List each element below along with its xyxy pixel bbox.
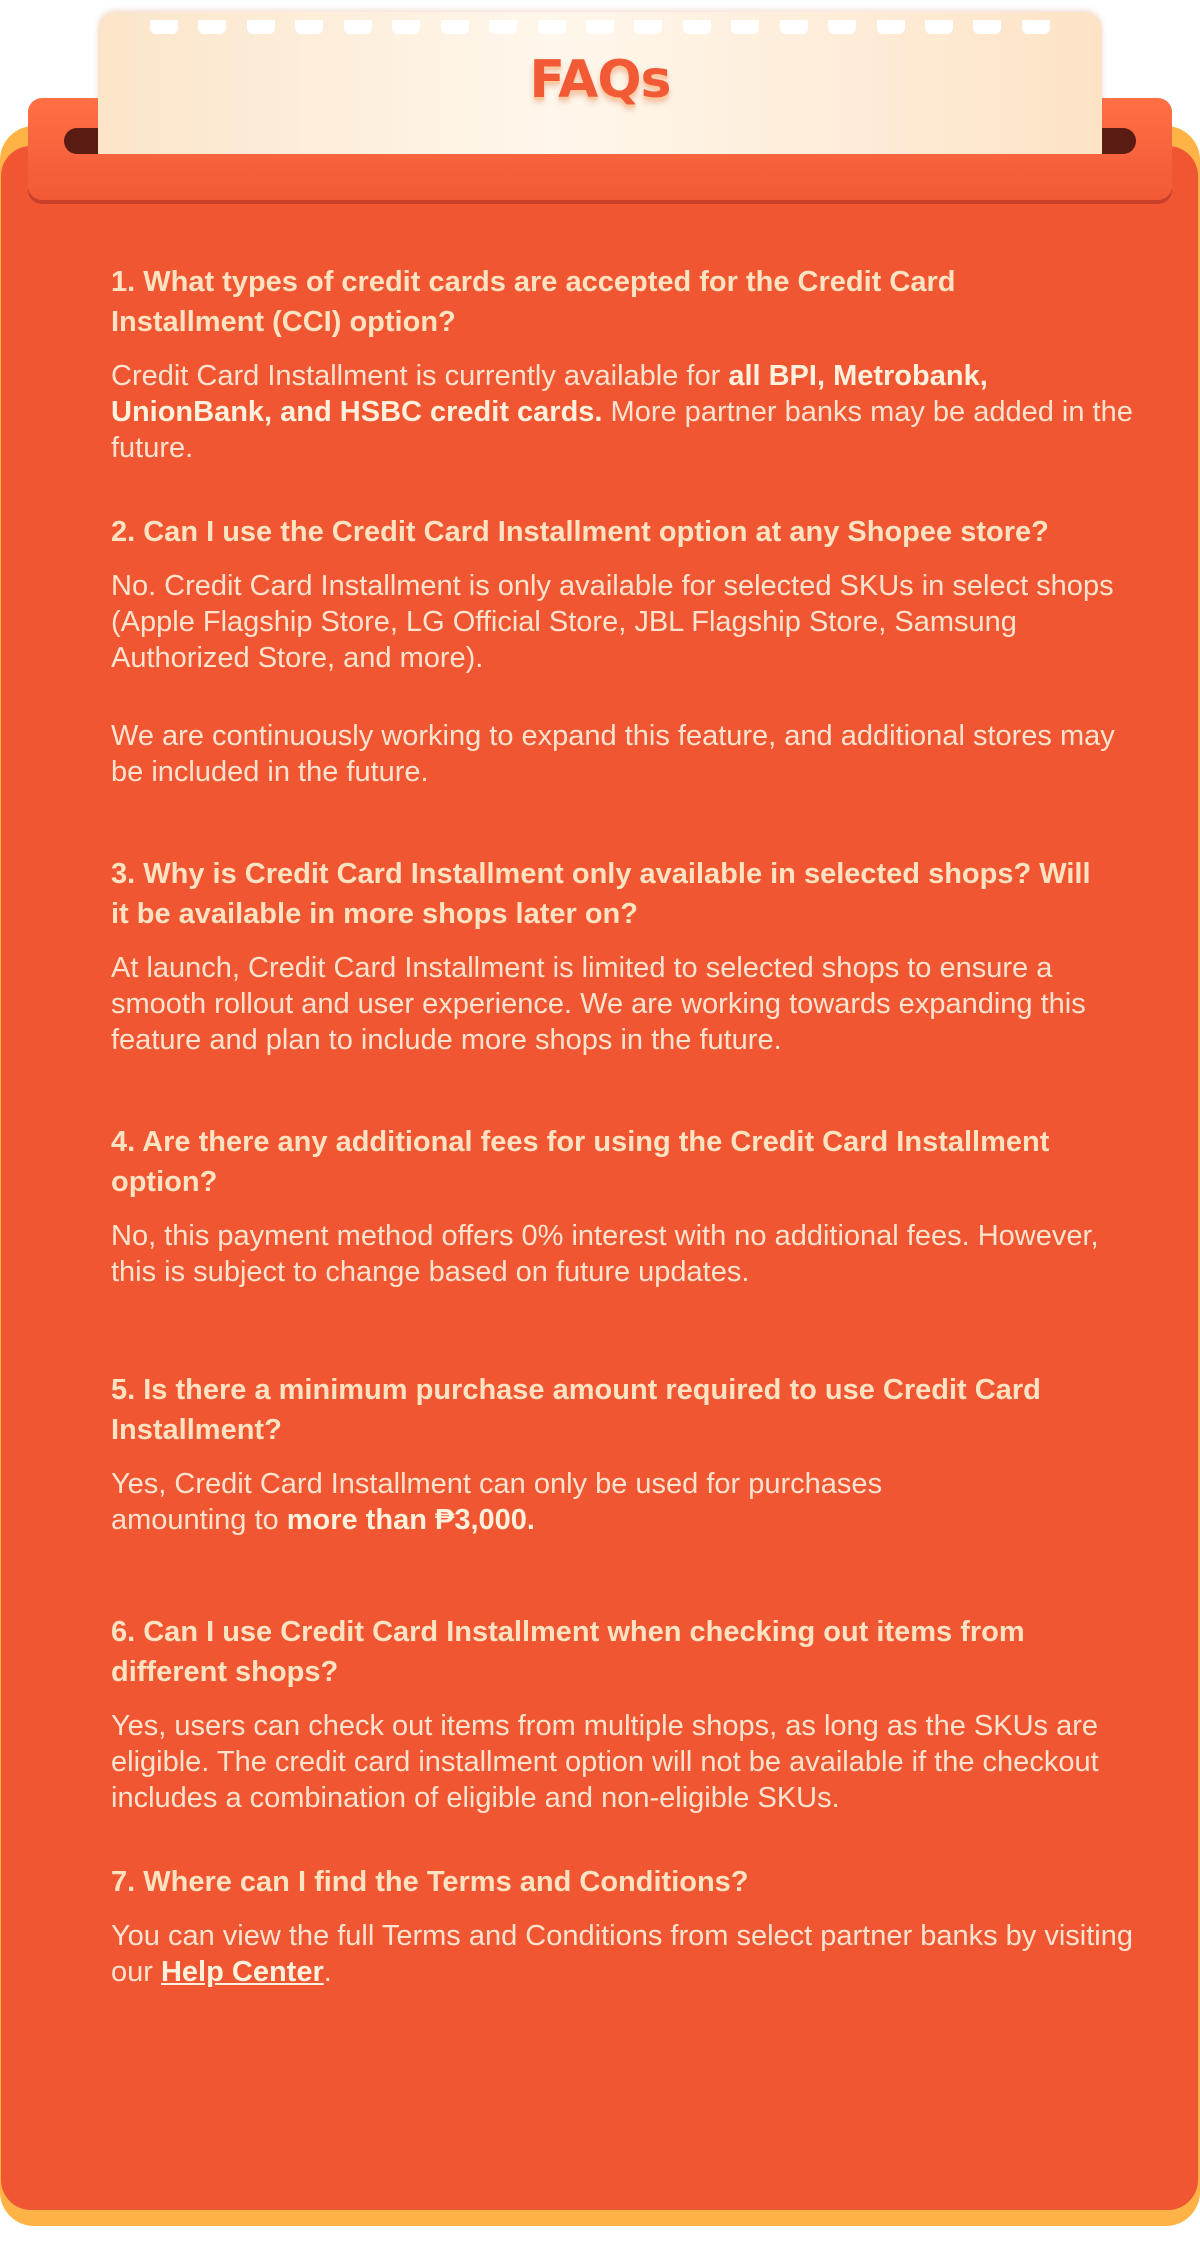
faq-answer-4: No, this payment method offers 0% interest with no additional fees. However, this is subject to change based on future updates.: [111, 1220, 1099, 1288]
page-title: FAQs: [529, 50, 671, 110]
faq-answer-2-p1: No. Credit Card Installment is only available for selected SKUs in select shops (Apple Flagship Store, LG Official Store, JBL Flagship Store, Samsung Authorized Store, and more).: [111, 570, 1114, 674]
faq-answer-6: Yes, users can check out items from multiple shops, as long as the SKUs are eligible. The credit card installment option will not be available if the checkout includes a combination of eligible and non-eligible SKUs.: [111, 1710, 1099, 1814]
faq-question-3: 3. Why is Credit Card Installment only available in selected shops? Will it be available in more shops later on?: [111, 858, 1091, 930]
faq-answer-5-emphasis: more than ₱3,000.: [286, 1504, 535, 1536]
faq-question-2: 2. Can I use the Credit Card Installment option at any Shopee store?: [111, 516, 1049, 548]
help-center-link[interactable]: Help Center: [160, 1956, 324, 1988]
faq-list: [111, 262, 1141, 1990]
faq-question-5: 5. Is there a minimum purchase amount required to use Credit Card Installment?: [111, 1374, 1041, 1446]
faq-question-6: 6. Can I use Credit Card Installment when checking out items from different shops?: [111, 1616, 1025, 1688]
faq-answer-1: Credit Card Installment is currently available for all BPI, Metrobank, UnionBank, and HSBC credit cards. More partner banks may be added in the future.: [111, 360, 1133, 464]
faq-question-1: 1. What types of credit cards are accepted for the Credit Card Installment (CCI) option?: [111, 266, 956, 338]
faq-item-7: [111, 1862, 1141, 1990]
faq-item-6: [111, 1612, 1141, 1816]
faq-item-4: [111, 1122, 1141, 1290]
faq-item-3: [111, 854, 1141, 1058]
faq-answer-7: You can view the full Terms and Conditions from select partner banks by visiting our Help Center.: [111, 1920, 1133, 1988]
faq-answer-5: Yes, Credit Card Installment can only be used for purchases amounting to more than ₱3,000.: [111, 1468, 883, 1536]
faq-item-1: [111, 262, 1141, 466]
faq-answer-3: At launch, Credit Card Installment is limited to selected shops to ensure a smooth rollout and user experience. We are working towards expanding this feature and plan to include more shops in the future.: [111, 952, 1086, 1056]
faq-answer-1-emphasis: all BPI, Metrobank, UnionBank, and HSBC credit cards.: [111, 360, 988, 428]
faq-item-5: [111, 1370, 1141, 1538]
faq-question-7: 7. Where can I find the Terms and Conditions?: [111, 1866, 749, 1898]
faq-question-4: 4. Are there any additional fees for using the Credit Card Installment option?: [111, 1126, 1050, 1198]
faq-answer-2-p2: We are continuously working to expand this feature, and additional stores may be included in the future.: [111, 720, 1115, 788]
faq-item-2: [111, 512, 1141, 790]
